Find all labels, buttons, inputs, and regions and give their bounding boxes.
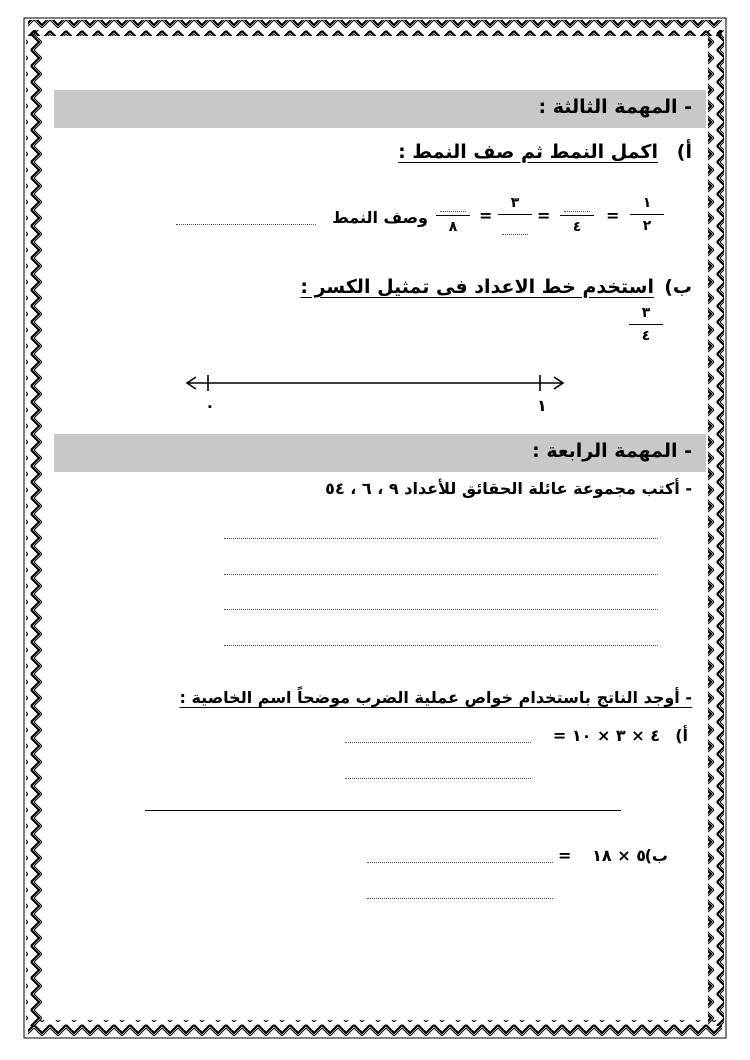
task3-part-b-instruction: استخدم خط الاعداد فى تمثيل الكسر : xyxy=(300,276,654,298)
number-line-end-label: ١ xyxy=(537,396,547,415)
q2-part-b-expression: ٥ × ١٨ xyxy=(592,846,646,865)
task3-title: - المهمة الثالثة : xyxy=(538,96,692,118)
q2-part-b-property-line[interactable] xyxy=(367,898,553,899)
numerator-blank[interactable] xyxy=(440,195,466,212)
numerator-blank[interactable] xyxy=(564,195,590,212)
q2-part-a-answer-line[interactable] xyxy=(345,742,531,743)
pattern-fraction-4: ٨ xyxy=(436,195,470,235)
q2-part-a-marker: أ) xyxy=(675,726,688,745)
pattern-fraction-2: ٤ xyxy=(560,195,594,235)
task3-part-a-instruction: اكمل النمط ثم صف النمط : xyxy=(398,141,658,163)
task4-title: - المهمة الرابعة : xyxy=(532,440,692,462)
number-line[interactable] xyxy=(180,372,570,396)
task3-part-b-marker: ب) xyxy=(664,276,692,298)
q2-part-a-property-line[interactable] xyxy=(345,778,531,779)
pattern-fraction-1: ١ ٢ xyxy=(630,195,664,234)
describe-pattern-label: وصف النمط xyxy=(332,208,428,227)
q2-part-b-marker: ب) xyxy=(644,846,668,865)
equals-sign: = xyxy=(606,206,620,225)
denominator-blank[interactable] xyxy=(502,218,528,235)
section-divider xyxy=(145,810,621,811)
multiplication-properties-question: - أوجد الناتج باستخدام خواص عملية الضرب موضحاً اسم الخاصية : xyxy=(179,688,692,707)
q2-part-b-answer-line[interactable] xyxy=(367,862,553,863)
pattern-fraction-3: ٣ xyxy=(498,195,532,235)
fact-family-question: - أكتب مجموعة عائلة الحقائق للأعداد ٩ ، ٦ ، ٥٤ xyxy=(325,479,692,498)
task3-part-a-marker: أ) xyxy=(676,141,692,163)
answer-line[interactable] xyxy=(224,538,658,539)
q2-part-a-expression: ٤ × ٣ × ١٠ = xyxy=(552,726,660,745)
q2-part-b-equals: = xyxy=(558,846,572,865)
number-line-start-label: ٠ xyxy=(205,396,215,415)
answer-line[interactable] xyxy=(224,609,658,610)
describe-pattern-answer-line[interactable] xyxy=(176,224,316,225)
equals-sign: = xyxy=(537,206,551,225)
answer-line[interactable] xyxy=(224,645,658,646)
target-fraction: ٣ ٤ xyxy=(629,305,663,344)
equals-sign: = xyxy=(479,206,493,225)
answer-line[interactable] xyxy=(224,574,658,575)
